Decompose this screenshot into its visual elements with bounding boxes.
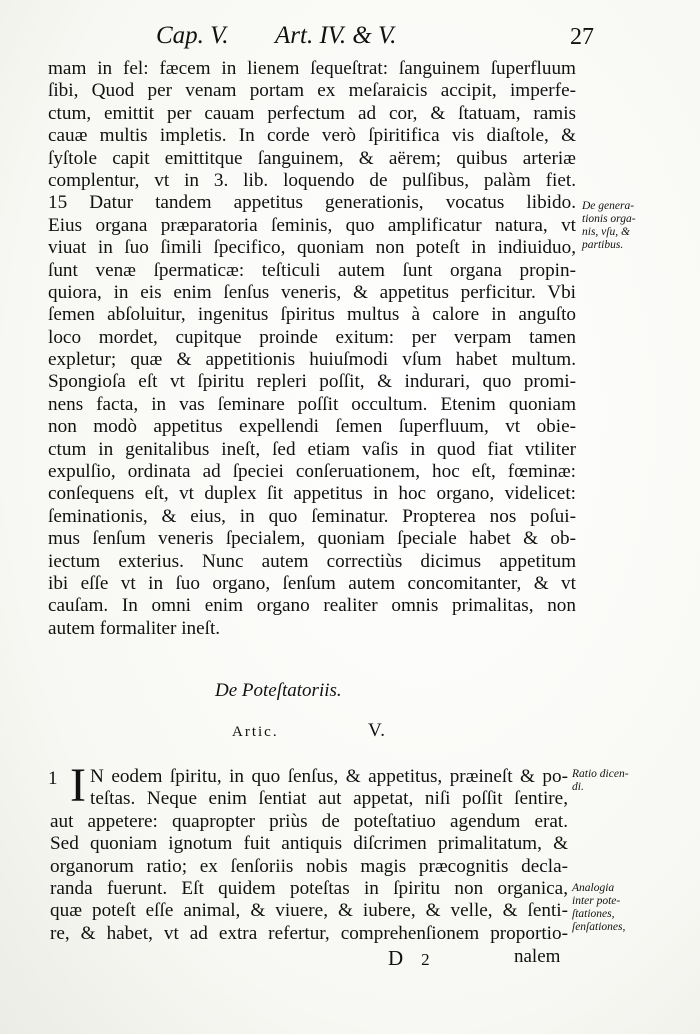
text-line: ctum in genitalibus ineſt, ſed etiam vaſis in quod fiat vtiliter: [48, 438, 576, 460]
text-line: ſyſtole capit emittitque ſanguinem, & aërem; quibus arteriæ: [48, 147, 576, 169]
running-header: [150, 22, 600, 56]
text-line: nens facta, in vas ſeminare poſſit occultum. Etenim quoniam: [48, 393, 576, 415]
text-line: ſeminationis, & eius, in quo ſeminatur. Propterea nos poſui-: [48, 505, 576, 527]
text-line: autem formaliter ineſt.: [48, 617, 221, 639]
margin-note-generation: De genera- tionis orga- nis, vſu, & partibus.: [582, 200, 636, 251]
text-line: ſunt venæ ſpermaticæ: teſticuli autem ſunt organa propin-: [48, 259, 576, 281]
text-block-1: [48, 58, 576, 640]
text-line: conſequens eſt, vt duplex ſit appetitus in hoc organo, videlicet:: [48, 483, 576, 505]
header-chapter: Cap. V.: [156, 22, 229, 49]
header-articles: Art. IV. & V.: [275, 22, 397, 49]
text-line: expletur; quæ & appetitionis huiuſmodi vſum habet multum.: [48, 349, 576, 371]
page-number: 27: [570, 24, 594, 50]
text-line: expulſio, ordinata ad ſpeciei conſeruationem, hoc eſt, fœminæ:: [48, 461, 576, 483]
text-line: ſibi, Quod per venam portam ex meſaraicis accipit, imperfe-: [48, 80, 576, 102]
text-block-2: [50, 766, 568, 945]
article-title: [232, 720, 387, 742]
text-line: complentur, vt in 3. lib. loquendo de pulſibus, palàm fiet.: [48, 169, 576, 191]
signature-letter: D: [388, 946, 404, 970]
text-line: non modò appetitus expellendi ſemen ſuperfluum, vt obie-: [48, 416, 576, 438]
text-line: iectum exterius. Nunc autem correctiùs dicimus appetitum: [48, 550, 576, 572]
text-line: randa fuerunt. Eſt quidem poteſtas in ſpiritu non organica,: [50, 877, 568, 899]
text-line: aut appetere: quapropter priùs de poteſtatiuo agendum erat.: [50, 810, 568, 832]
article-label: Artic.: [232, 724, 279, 740]
text-line: mam in fel: fæcem in lienem ſequeſtrat: ſanguinem ſuperfluum: [48, 58, 576, 79]
text-line: Eius organa præparatoria ſeminis, quo amplificatur natura, vt: [48, 214, 576, 236]
article-numeral: V.: [368, 720, 387, 741]
margin-note-analogia: Analogia inter pote- ſtationes, ſenſationes,: [572, 882, 626, 933]
text-line: Spongioſa eſt vt ſpiritu repleri poſſit, & indurari, quo promi-: [48, 371, 576, 393]
text-line: cauæ multis impletis. In corde verò ſpiritifica vis diaſtole, &: [48, 125, 576, 147]
text-line: quæ poteſt eſſe animal, & viuere, & iubere, & velle, & ſenti-: [50, 900, 568, 922]
text-line: ctum, emittit per cauam perfectum ad cor, & ſtatuam, ramis: [48, 102, 576, 124]
text-line: cauſam. In omni enim organo realiter omnis primalitas, non: [48, 595, 576, 617]
text-line: viuat in ſuo ſimili ſpecifico, quoniam non poteſt in indiuiduo,: [48, 237, 576, 259]
margin-note-ratio: Ratio dicen- di.: [572, 768, 629, 793]
text-line: Sed quoniam ignotum fuit antiquis diſcrimen primalitatum, &: [50, 833, 568, 855]
text-line: ibi eſſe vt in ſuo organo, ſenſum autem concomitanter, & vt: [48, 572, 576, 594]
signature-number: 2: [421, 950, 430, 969]
text-line: ſemen abſoluitur, ingenitus ſpiritus multus à calore in anguſto: [48, 304, 576, 326]
text-line: organorum ratio; ex ſenſoriis nobis magis præcognitis decla-: [50, 855, 568, 877]
signature-mark: [388, 946, 430, 971]
drop-capital: I: [70, 759, 86, 812]
text-line: quiora, in eis enim ſenſus veneris, & appetitus perficitur. Vbi: [48, 281, 576, 303]
text-line: 15 Datur tandem appetitus generationis, vocatus libido.: [48, 192, 576, 214]
text-line: re, & habet, vt ad extra refertur, comprehenſionem proportio-: [50, 922, 568, 944]
text-line: mus ſenſum veneris ſpecialem, quoniam ſpeciale habet & ob-: [48, 528, 576, 550]
paragraph-number: 1: [48, 768, 58, 789]
text-line: teſtas. Neque enim ſentiat aut appetat, niſi poſſit ſentire,: [90, 788, 568, 810]
section-title: De Poteſtatoriis.: [215, 680, 342, 701]
text-line: loco mordet, cupitque proinde exitum: per verpam tamen: [48, 326, 576, 348]
text-line: N eodem ſpiritu, in quo ſenſus, & appetitus, præineſt & po-: [90, 766, 568, 787]
catchword: nalem: [514, 946, 561, 967]
